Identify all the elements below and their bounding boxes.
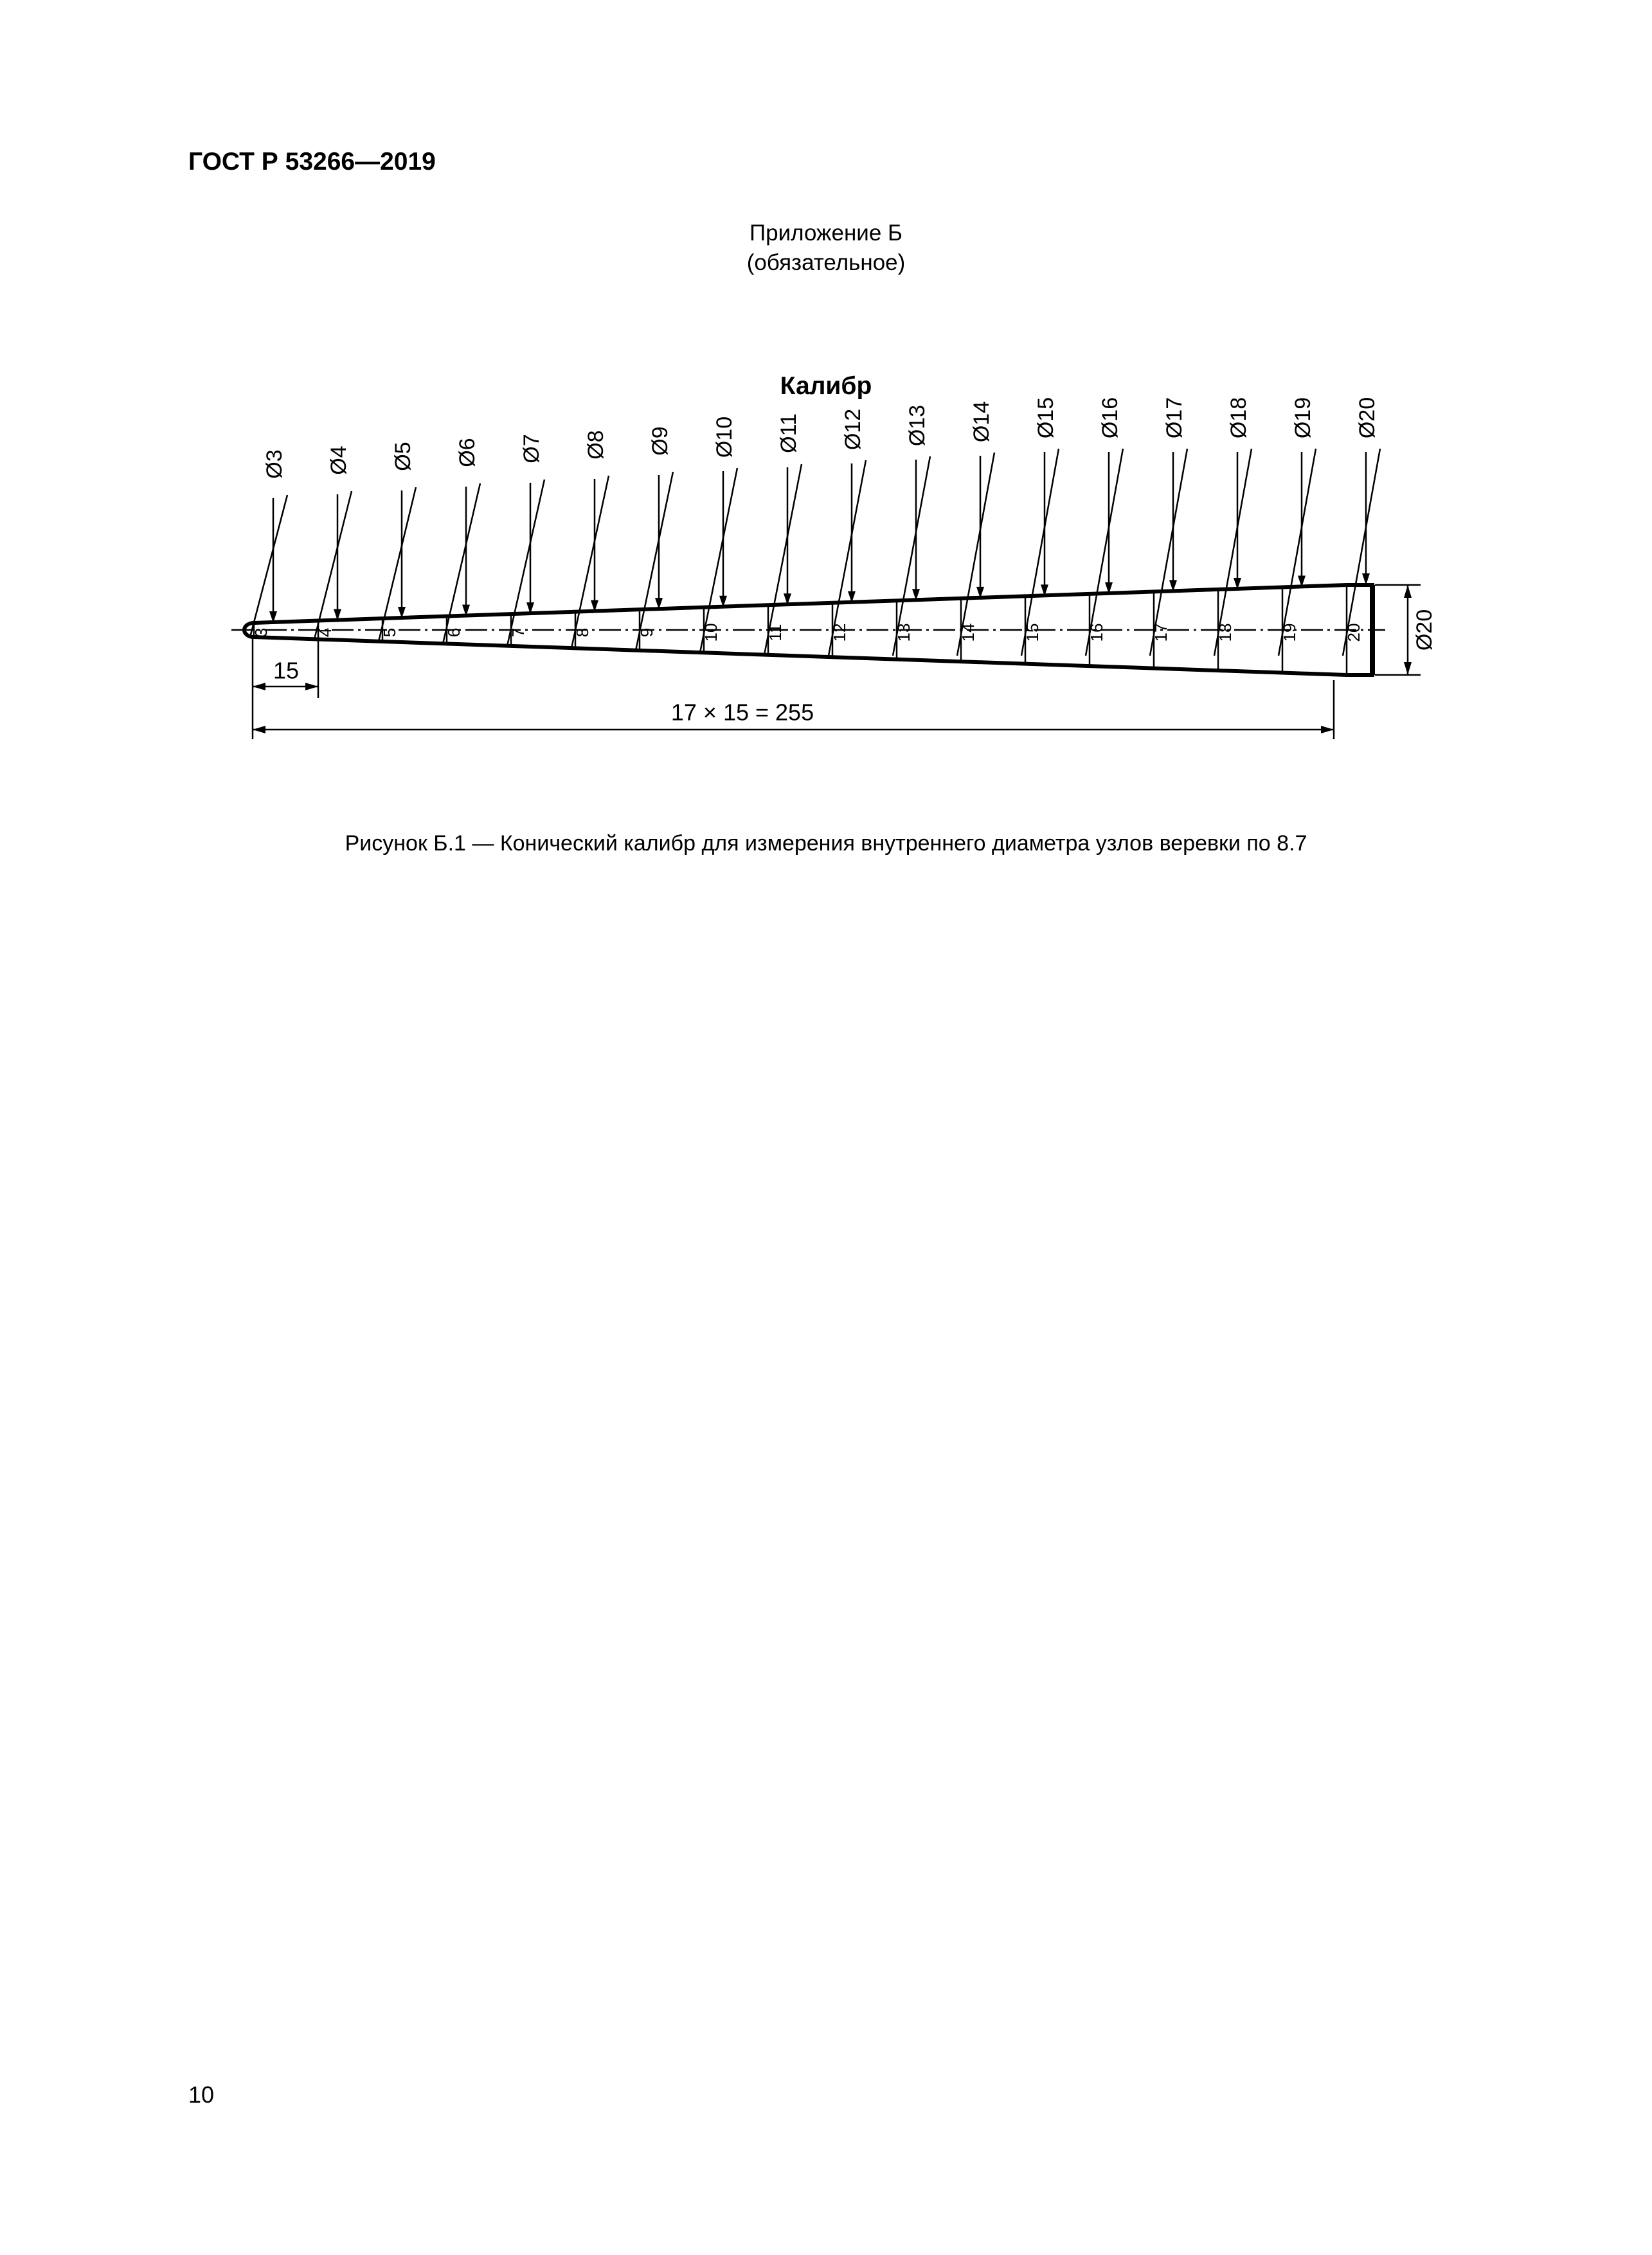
arrowhead — [253, 683, 265, 690]
diameter-label: Ø11 — [776, 413, 801, 453]
section-number: 6 — [444, 627, 463, 638]
callout-leader — [443, 483, 480, 643]
diameter-label: Ø12 — [840, 408, 865, 451]
diameter-label: Ø5 — [390, 442, 415, 471]
section-number: 19 — [1279, 623, 1299, 642]
section-number: 3 — [251, 627, 271, 638]
section-number: 18 — [1215, 623, 1235, 642]
section-number: 7 — [508, 627, 528, 638]
section-number: 9 — [636, 627, 656, 638]
section-number: 12 — [829, 623, 849, 642]
document-id: ГОСТ Р 53266—2019 — [188, 148, 436, 175]
arrowhead — [1404, 662, 1412, 675]
callout-leader — [314, 491, 352, 639]
diameter-label: Ø18 — [1226, 397, 1251, 439]
figure-heading: Калибр — [780, 372, 872, 400]
arrowhead — [1321, 726, 1334, 733]
diameter-label: Ø8 — [583, 430, 608, 460]
section-number: 17 — [1151, 623, 1171, 642]
cone-outline — [231, 585, 1385, 675]
arrowhead — [305, 683, 318, 690]
diameter-label: Ø6 — [454, 438, 480, 467]
diameter-label: Ø17 — [1162, 397, 1187, 439]
diameter-label: Ø3 — [262, 449, 287, 479]
diameter-label: Ø7 — [519, 434, 544, 463]
figure-caption: Рисунок Б.1 — Конический калибр для измерения внутреннего диаметра узлов веревки по 8.7 — [345, 831, 1307, 856]
step-dimension-label: 15 — [273, 657, 300, 684]
section-number: 8 — [572, 627, 592, 638]
dimension-lines — [253, 585, 1437, 739]
annex-title: Приложение Б — [750, 220, 902, 246]
section-number: 11 — [765, 624, 785, 642]
diameter-label: Ø19 — [1290, 397, 1315, 439]
diameter-label: Ø14 — [969, 400, 994, 443]
conical-gauge-drawing — [231, 397, 1453, 759]
page-number: 10 — [188, 2081, 215, 2108]
diameter-label: Ø4 — [326, 445, 351, 475]
diameter-label: Ø16 — [1097, 397, 1122, 439]
section-number: 15 — [1022, 623, 1042, 642]
section-number: 20 — [1343, 623, 1363, 642]
callout-leader — [571, 476, 609, 648]
arrowhead — [1404, 585, 1412, 598]
diameter-label: Ø15 — [1033, 397, 1058, 439]
annex-status: (обязательное) — [746, 250, 906, 275]
end-diameter-label: Ø20 — [1412, 609, 1437, 651]
section-number: 16 — [1086, 623, 1106, 642]
section-number: 13 — [893, 623, 913, 642]
section-number: 10 — [701, 623, 721, 642]
callout-leader — [250, 495, 287, 637]
arrowhead — [253, 726, 265, 733]
diameter-label: Ø10 — [712, 416, 737, 458]
section-number: 5 — [379, 627, 399, 638]
diameter-label: Ø13 — [904, 404, 929, 447]
callout-leader — [636, 472, 673, 651]
diameter-label: Ø9 — [647, 426, 672, 456]
section-number: 14 — [958, 623, 978, 642]
callout-leader — [507, 480, 544, 646]
total-dimension-label: 17 × 15 = 255 — [670, 699, 814, 726]
diameter-label: Ø20 — [1354, 397, 1379, 439]
section-number: 4 — [315, 627, 335, 638]
